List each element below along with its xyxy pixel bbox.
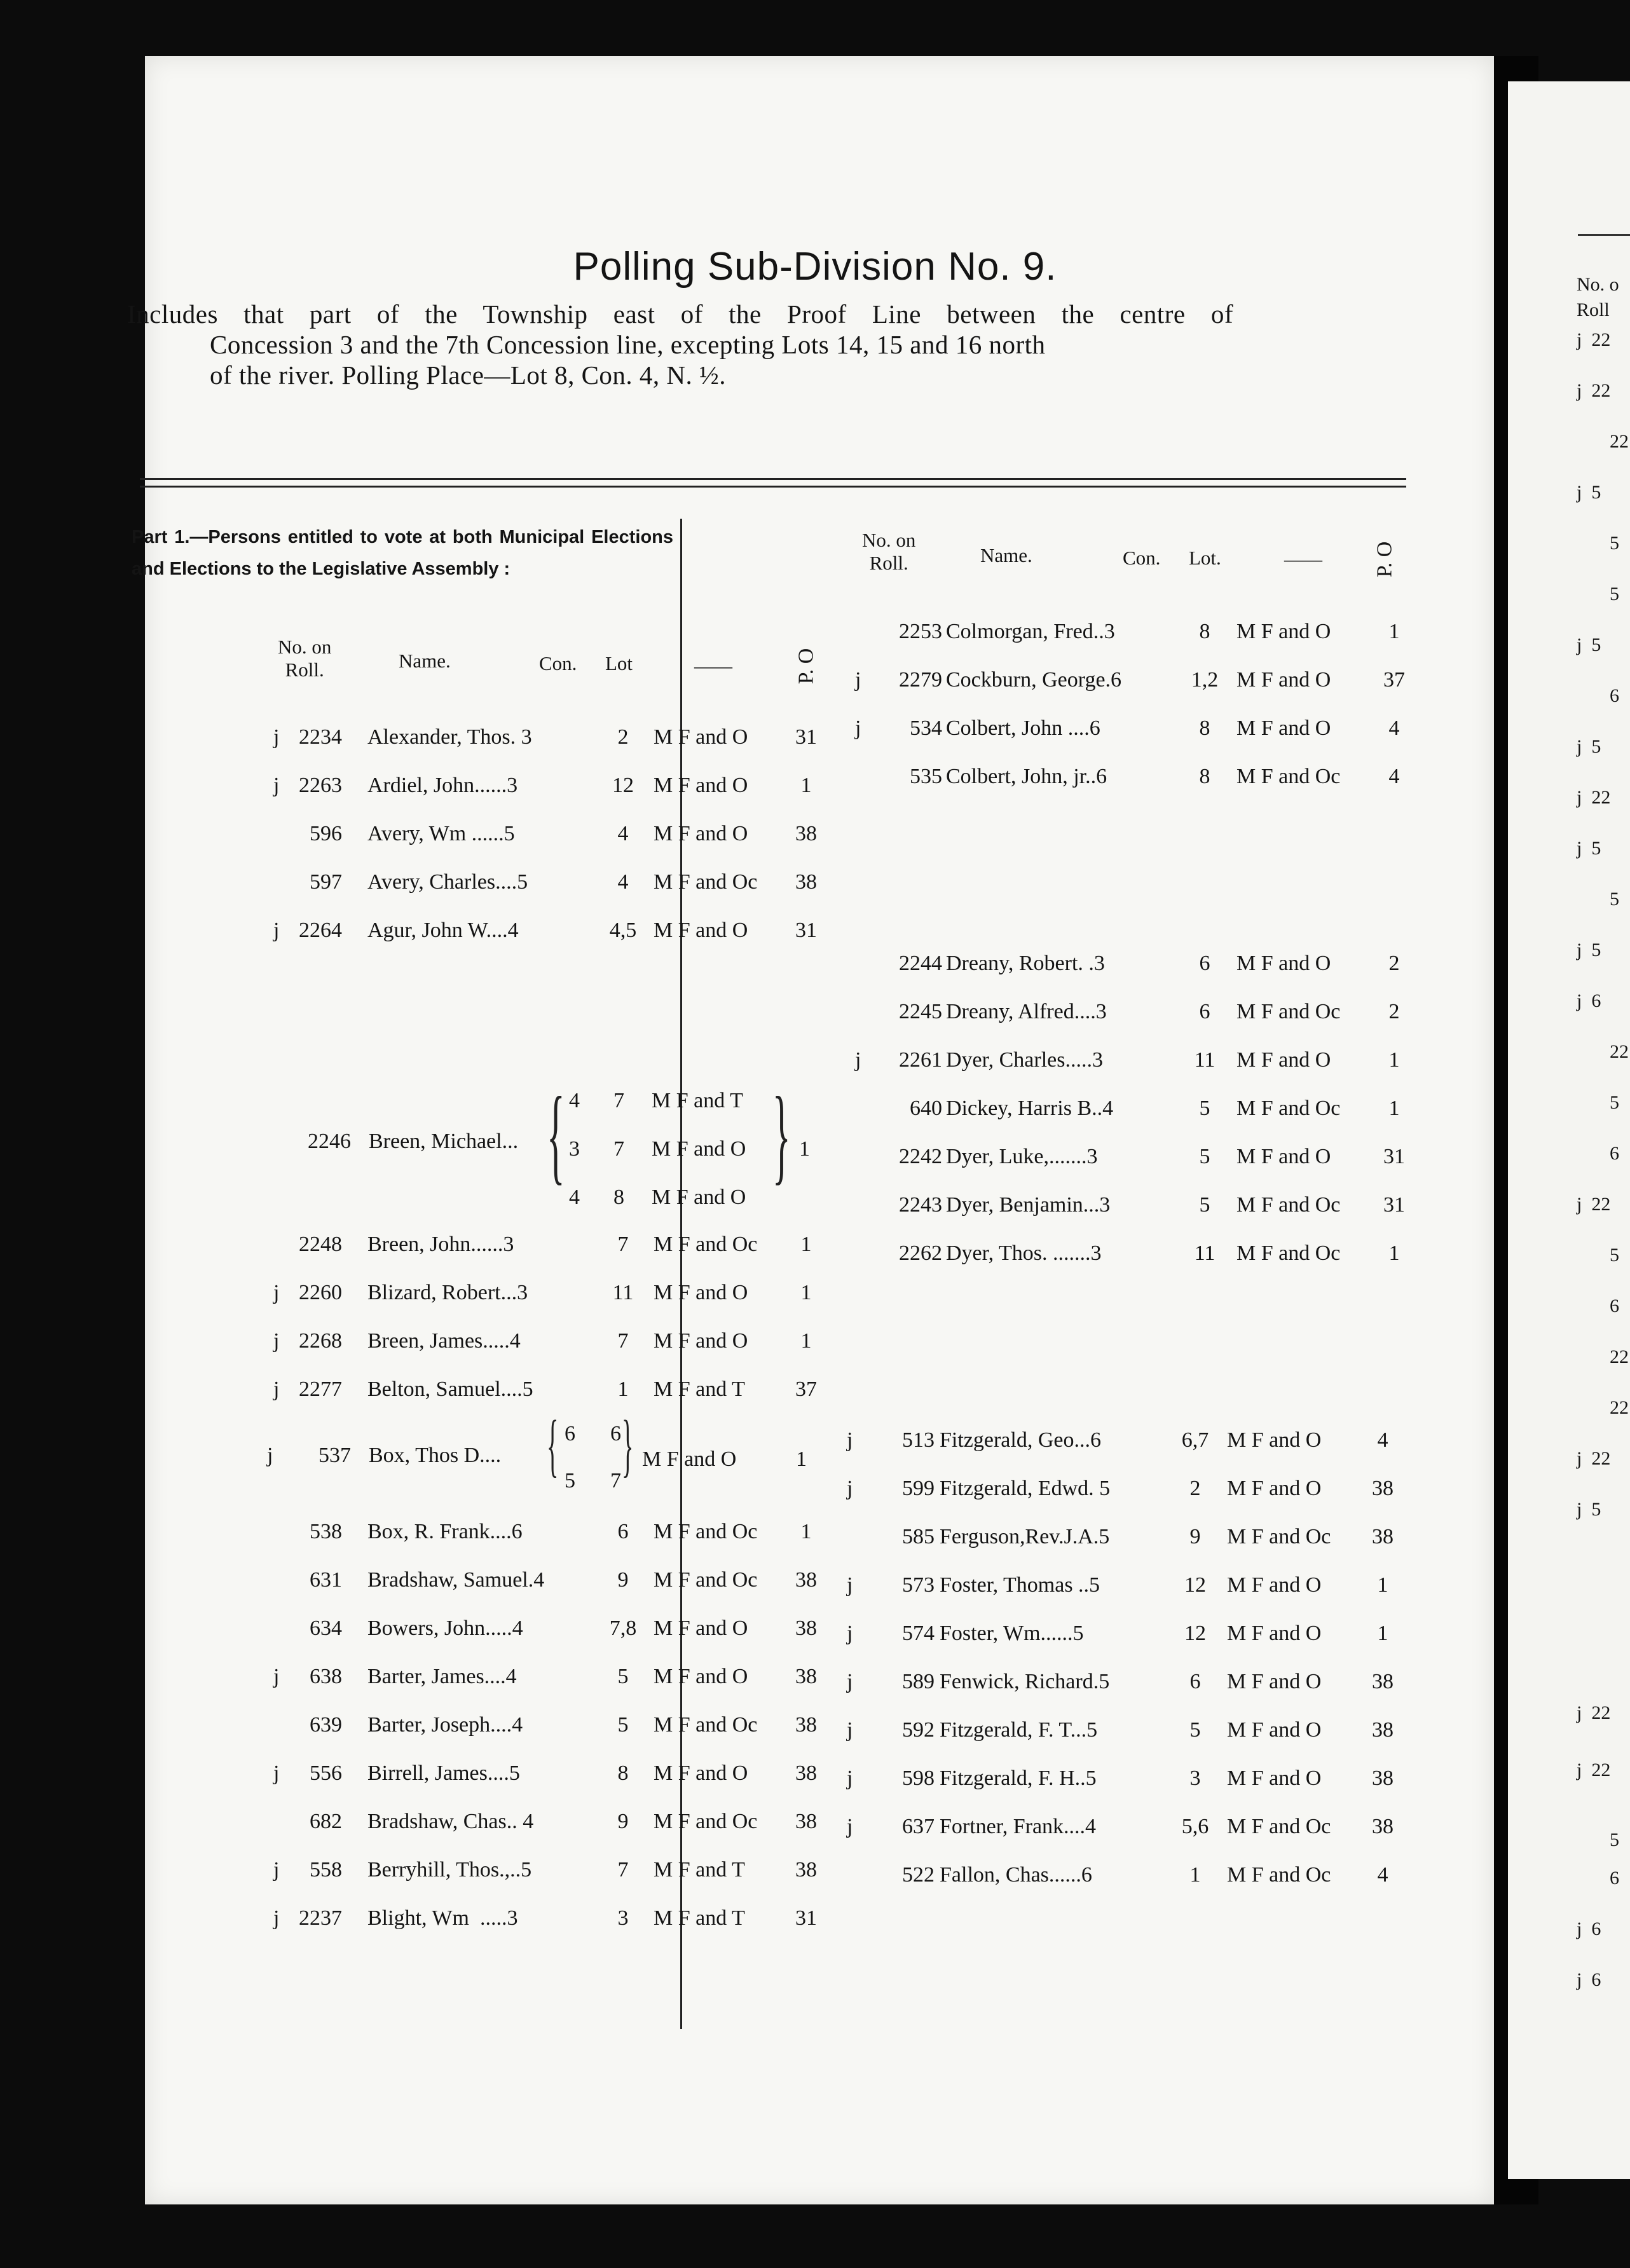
roll-number: 2262	[899, 1241, 942, 1265]
adjacent-page-entry: j 5	[1577, 939, 1601, 960]
voter-name: Colmorgan, Fred..3	[946, 620, 1115, 643]
roll-mark: j	[273, 919, 280, 942]
adjacent-page-entry: j 6	[1577, 1969, 1601, 1990]
lot-value: 11	[1194, 1241, 1216, 1265]
lot-value: 1	[1189, 1863, 1201, 1887]
po-value: 38	[795, 1713, 817, 1737]
status-value: M F and O	[654, 1616, 748, 1640]
breen-michael-con-2: 3	[569, 1137, 580, 1161]
voter-name: Dickey, Harris B..4	[946, 1096, 1114, 1120]
status-value: M F and O	[1236, 1145, 1331, 1168]
voter-name: Bradshaw, Samuel.4	[367, 1568, 545, 1592]
breen-michael-status-2: M F and O	[652, 1137, 746, 1161]
status-value: M F and Oc	[654, 1713, 758, 1737]
roll-number: 589	[902, 1670, 935, 1693]
status-value: M F and O	[1227, 1573, 1322, 1597]
po-value: 37	[795, 1377, 817, 1401]
roll-number: 2248	[299, 1233, 342, 1256]
lot-value: 11	[1194, 1048, 1216, 1072]
status-value: M F and O	[654, 1329, 748, 1353]
po-value: 38	[795, 1810, 817, 1833]
breen-michael-roll: 2246	[308, 1130, 351, 1153]
roll-number: 596	[310, 822, 342, 845]
po-value: 38	[795, 1568, 817, 1592]
box-thos-status: M F and O	[642, 1447, 737, 1471]
breen-michael-right-brace: }	[772, 1075, 791, 1194]
description-line-1: Includes that part of the Township east of the Proof Line between the centre of	[127, 299, 1233, 329]
voter-name: Birrell, James....5	[367, 1761, 520, 1785]
adjacent-page-entry: j 6	[1577, 990, 1601, 1011]
voter-name: Belton, Samuel....5	[367, 1377, 533, 1401]
status-value: M F and T	[654, 1906, 745, 1930]
status-value: M F and O	[1227, 1428, 1322, 1452]
voter-name: Blight, Wm .....3	[367, 1906, 518, 1930]
breen-michael-status-3: M F and O	[652, 1185, 746, 1209]
roll-mark: j	[273, 1329, 280, 1353]
roll-number: 2261	[899, 1048, 942, 1072]
lot-value: 7	[617, 1233, 629, 1256]
status-value: M F and Oc	[654, 1233, 758, 1256]
po-value: 38	[795, 1761, 817, 1785]
left-header-con: Con.	[539, 652, 577, 674]
voter-name: Fitzgerald, Edwd. 5	[940, 1477, 1111, 1500]
po-value: 1	[800, 1520, 812, 1543]
roll-mark: j	[855, 668, 861, 692]
roll-number: 2245	[899, 1000, 942, 1023]
roll-number: 538	[310, 1520, 342, 1543]
lot-value: 9	[617, 1810, 629, 1833]
voter-name: Bowers, John.....4	[367, 1616, 523, 1640]
po-value: 38	[795, 1858, 817, 1882]
roll-number: 2277	[299, 1377, 342, 1401]
roll-number: 2242	[899, 1145, 942, 1168]
lot-value: 4	[617, 822, 629, 845]
adjacent-page-entry: j 5	[1577, 838, 1601, 859]
po-value: 4	[1377, 1428, 1388, 1452]
adjacent-page-fragment	[1508, 81, 1630, 2179]
roll-number: 585	[902, 1525, 935, 1548]
part-1-heading: Part 1.—Persons entitled to vote at both Municipal Elections and Elections to the Legislative Assembly :	[132, 527, 673, 579]
lot-value: 3	[617, 1906, 629, 1930]
status-value: M F and Oc	[1236, 1241, 1341, 1265]
po-value: 38	[795, 1665, 817, 1688]
po-value: 38	[1372, 1766, 1394, 1790]
right-header-name: Name.	[980, 544, 1032, 566]
header-rule-bottom	[140, 486, 1406, 488]
breen-michael-left-brace: {	[547, 1075, 565, 1194]
breen-michael-lot-3: 8	[613, 1185, 624, 1209]
subdivision-description	[127, 299, 1233, 390]
roll-number: 2243	[899, 1193, 942, 1217]
roll-number: 598	[902, 1766, 935, 1790]
voter-name: Colbert, John, jr..6	[946, 765, 1107, 788]
adjacent-page-entry: 6	[1610, 685, 1619, 706]
lot-value: 6,7	[1181, 1428, 1209, 1452]
po-value: 37	[1383, 668, 1405, 692]
roll-number: 2268	[299, 1329, 342, 1353]
status-value: M F and T	[654, 1377, 745, 1401]
status-value: M F and O	[1227, 1670, 1322, 1693]
adjacent-page-entry: 22	[1610, 1397, 1629, 1418]
roll-mark: j	[273, 725, 280, 749]
box-thos-left-brace: {	[547, 1406, 559, 1484]
po-value: 1	[800, 774, 812, 797]
left-header-name: Name.	[399, 650, 451, 672]
breen-michael-lot-1: 7	[613, 1089, 624, 1112]
adjacent-page-entry: j 22	[1577, 329, 1611, 350]
voter-name: Fallon, Chas......6	[940, 1863, 1092, 1887]
lot-value: 5	[1189, 1718, 1201, 1742]
roll-number: 534	[910, 716, 942, 740]
lot-value: 9	[617, 1568, 629, 1592]
po-value: 1	[1388, 1241, 1400, 1265]
status-value: M F and Oc	[654, 870, 758, 894]
po-value: 38	[1372, 1477, 1394, 1500]
lot-value: 5	[617, 1665, 629, 1688]
lot-value: 7,8	[609, 1616, 637, 1640]
lot-value: 1	[617, 1377, 629, 1401]
lot-value: 1,2	[1191, 668, 1219, 692]
lot-value: 9	[1189, 1525, 1201, 1548]
voter-name: Blizard, Robert...3	[367, 1281, 528, 1304]
status-value: M F and O	[1236, 620, 1331, 643]
lot-value: 3	[1189, 1766, 1201, 1790]
status-value: M F and O	[654, 1761, 748, 1785]
lot-value: 5	[1199, 1096, 1210, 1120]
roll-number: 638	[310, 1665, 342, 1688]
description-line-3: of the river. Polling Place—Lot 8, Con. 4, N. ½.	[210, 360, 727, 390]
lot-value: 12	[1184, 1573, 1206, 1597]
voter-name: Box, R. Frank....6	[367, 1520, 523, 1543]
roll-number: 592	[902, 1718, 935, 1742]
status-value: M F and Oc	[1236, 1193, 1341, 1217]
roll-mark: j	[855, 716, 861, 740]
left-header-po: P. O	[794, 648, 818, 685]
roll-mark: j	[273, 1761, 280, 1785]
status-value: M F and O	[654, 774, 748, 797]
status-value: M F and O	[654, 1665, 748, 1688]
voter-name: Fortner, Frank....4	[940, 1815, 1097, 1838]
status-value: M F and Oc	[1227, 1815, 1331, 1838]
lot-value: 5	[617, 1713, 629, 1737]
voter-name: Avery, Wm ......5	[367, 822, 515, 845]
roll-number: 631	[310, 1568, 342, 1592]
roll-number: 634	[310, 1616, 342, 1640]
adjacent-page-entry: j 22	[1577, 1759, 1611, 1780]
voter-name: Fitzgerald, Geo...6	[940, 1428, 1101, 1452]
voter-name: Breen, John......3	[367, 1233, 514, 1256]
po-value: 38	[1372, 1718, 1394, 1742]
roll-mark: j	[273, 1858, 280, 1882]
box-thos-con-1: 6	[565, 1422, 575, 1445]
po-value: 4	[1377, 1863, 1388, 1887]
roll-number: 558	[310, 1858, 342, 1882]
lot-value: 6	[1199, 1000, 1210, 1023]
roll-mark: j	[273, 1906, 280, 1930]
adjacent-page-entry: 5	[1610, 584, 1619, 605]
voter-name: Dyer, Thos. .......3	[946, 1241, 1102, 1265]
roll-number: 556	[310, 1761, 342, 1785]
status-value: M F and T	[654, 1858, 745, 1882]
status-value: M F and O	[1227, 1622, 1322, 1645]
voter-name: Breen, James.....4	[367, 1329, 521, 1353]
lot-value: 7	[617, 1858, 629, 1882]
po-value: 31	[795, 919, 817, 942]
po-value: 1	[1388, 1096, 1400, 1120]
voter-name: Barter, Joseph....4	[367, 1713, 523, 1737]
po-value: 31	[1383, 1193, 1405, 1217]
lot-value: 7	[617, 1329, 629, 1353]
lot-value: 2	[617, 725, 629, 749]
roll-mark: j	[847, 1573, 853, 1597]
voter-name: Avery, Charles....5	[367, 870, 528, 894]
voter-name: Fitzgerald, F. H..5	[940, 1766, 1097, 1790]
lot-value: 4,5	[609, 919, 637, 942]
status-value: M F and O	[1227, 1477, 1322, 1500]
voter-name: Foster, Thomas ..5	[940, 1573, 1100, 1597]
voter-name: Dyer, Luke,.......3	[946, 1145, 1098, 1168]
status-value: M F and O	[1236, 716, 1331, 740]
left-header-lot: Lot	[605, 652, 633, 674]
status-value: M F and Oc	[654, 1568, 758, 1592]
box-thos-lot-1: 6	[610, 1422, 621, 1445]
voter-name: Alexander, Thos. 3	[367, 725, 532, 749]
box-thos-name: Box, Thos D....	[369, 1444, 502, 1467]
po-value: 1	[1388, 1048, 1400, 1072]
breen-michael-status-1: M F and T	[652, 1089, 743, 1112]
right-header-roll: No. on Roll.	[862, 529, 916, 574]
po-value: 2	[1388, 1000, 1400, 1023]
roll-number: 640	[910, 1096, 942, 1120]
status-value: M F and Oc	[1236, 1000, 1341, 1023]
description-line-2: Concession 3 and the 7th Concession line, excepting Lots 14, 15 and 16 north	[210, 330, 1046, 359]
lot-value: 8	[1199, 765, 1210, 788]
adjacent-page-entry: j 5	[1577, 736, 1601, 757]
voter-name: Foster, Wm......5	[940, 1622, 1084, 1645]
po-value: 38	[795, 822, 817, 845]
voter-name: Dyer, Charles.....3	[946, 1048, 1103, 1072]
breen-michael-con-3: 4	[569, 1185, 580, 1209]
adjacent-page-entry: j 22	[1577, 1702, 1611, 1723]
roll-number: 2244	[899, 952, 942, 975]
voter-name: Cockburn, George.6	[946, 668, 1122, 692]
voter-name: Berryhill, Thos.,..5	[367, 1858, 532, 1882]
adjacent-page-entry: 22	[1610, 431, 1629, 452]
voter-name: Dreany, Robert. .3	[946, 952, 1105, 975]
status-value: M F and Oc	[1236, 1096, 1341, 1120]
breen-michael-name: Breen, Michael...	[369, 1130, 519, 1153]
status-value: M F and O	[1236, 952, 1331, 975]
roll-number: 573	[902, 1573, 935, 1597]
lot-value: 5	[1199, 1193, 1210, 1217]
roll-number: 597	[310, 870, 342, 894]
lot-value: 5,6	[1181, 1815, 1209, 1838]
status-value: M F and O	[654, 919, 748, 942]
box-thos-con-2: 5	[565, 1469, 575, 1493]
roll-number: 639	[310, 1713, 342, 1737]
adjacent-page-entry: j 22	[1577, 787, 1611, 808]
po-value: 38	[795, 870, 817, 894]
breen-michael-con-1: 4	[569, 1089, 580, 1112]
lot-value: 4	[617, 870, 629, 894]
right-header-dash: ——	[1284, 548, 1321, 570]
status-value: M F and Oc	[1227, 1863, 1331, 1887]
roll-mark: j	[847, 1815, 853, 1838]
roll-mark: j	[273, 1377, 280, 1401]
lot-value: 6	[1199, 952, 1210, 975]
left-header-dash: ——	[694, 655, 731, 677]
status-value: M F and O	[654, 1281, 748, 1304]
lot-value: 8	[617, 1761, 629, 1785]
po-value: 4	[1388, 765, 1400, 788]
box-thos-lot-2: 7	[610, 1469, 621, 1493]
po-value: 1	[800, 1281, 812, 1304]
status-value: M F and O	[1227, 1766, 1322, 1790]
roll-mark: j	[847, 1428, 853, 1452]
status-value: M F and Oc	[654, 1520, 758, 1543]
roll-number: 574	[902, 1622, 935, 1645]
roll-number: 682	[310, 1810, 342, 1833]
po-value: 1	[800, 1329, 812, 1353]
left-header-roll: No. on Roll.	[278, 636, 332, 681]
adjacent-page-entry: 6	[1610, 1295, 1619, 1316]
lot-value: 12	[612, 774, 634, 797]
page-title: Polling Sub-Division No. 9.	[573, 245, 1057, 289]
box-thos-mark: j	[267, 1444, 273, 1467]
voter-name: Colbert, John ....6	[946, 716, 1100, 740]
roll-mark: j	[273, 1665, 280, 1688]
roll-number: 2263	[299, 774, 342, 797]
status-value: M F and Oc	[1227, 1525, 1331, 1548]
po-value: 1	[1388, 620, 1400, 643]
adjacent-page-entry: 5	[1610, 1092, 1619, 1113]
right-header-con: Con.	[1123, 547, 1161, 569]
status-value: M F and O	[654, 725, 748, 749]
po-value: 1	[1377, 1622, 1388, 1645]
adjacent-page-entry: j 5	[1577, 634, 1601, 655]
roll-mark: j	[855, 1048, 861, 1072]
status-value: M F and O	[1236, 1048, 1331, 1072]
adjacent-page-entry: 5	[1610, 1829, 1619, 1850]
roll-number: 535	[910, 765, 942, 788]
roll-mark: j	[273, 1281, 280, 1304]
adjacent-page-entry: j 5	[1577, 1499, 1601, 1520]
roll-number: 2234	[299, 725, 342, 749]
adjacent-page-entry: j 22	[1577, 380, 1611, 401]
right-header-po: P. O	[1373, 541, 1397, 578]
roll-number: 2237	[299, 1906, 342, 1930]
voter-name: Agur, John W....4	[367, 919, 519, 942]
box-thos-po: 1	[796, 1447, 807, 1471]
roll-mark: j	[847, 1718, 853, 1742]
header-rule-top	[140, 478, 1406, 480]
lot-value: 2	[1189, 1477, 1201, 1500]
po-value: 1	[800, 1233, 812, 1256]
po-value: 31	[1383, 1145, 1405, 1168]
roll-number: 599	[902, 1477, 935, 1500]
po-value: 31	[795, 725, 817, 749]
adjacent-page-entry: 6	[1610, 1143, 1619, 1164]
voter-name: Dyer, Benjamin...3	[946, 1193, 1111, 1217]
roll-number: 2253	[899, 620, 942, 643]
adjacent-page-rule	[1578, 234, 1630, 236]
voter-name: Fitzgerald, F. T...5	[940, 1718, 1098, 1742]
adjacent-page-entry: j 6	[1577, 1918, 1601, 1939]
roll-number: 513	[902, 1428, 935, 1452]
box-thos-right-brace: }	[622, 1406, 634, 1484]
po-value: 38	[1372, 1670, 1394, 1693]
roll-mark: j	[847, 1766, 853, 1790]
voter-name: Ardiel, John......3	[367, 774, 518, 797]
voter-name: Ferguson,Rev.J.A.5	[940, 1525, 1110, 1548]
po-value: 2	[1388, 952, 1400, 975]
status-value: M F and O	[1227, 1718, 1322, 1742]
adjacent-page-header: No. o Roll	[1577, 274, 1619, 320]
box-thos-roll: 537	[318, 1444, 351, 1467]
po-value: 38	[1372, 1525, 1394, 1548]
roll-mark: j	[847, 1622, 853, 1645]
voter-name: Bradshaw, Chas.. 4	[367, 1810, 534, 1833]
lot-value: 12	[1184, 1622, 1206, 1645]
breen-michael-lot-2: 7	[613, 1137, 624, 1161]
status-value: M F and Oc	[654, 1810, 758, 1833]
lot-value: 6	[1189, 1670, 1201, 1693]
lot-value: 11	[612, 1281, 634, 1304]
po-value: 1	[1377, 1573, 1388, 1597]
po-value: 38	[795, 1616, 817, 1640]
adjacent-page-entry: 22	[1610, 1346, 1629, 1367]
adjacent-page-entry: 5	[1610, 1245, 1619, 1266]
adjacent-page-entry: j 5	[1577, 482, 1601, 503]
voter-name: Dreany, Alfred....3	[946, 1000, 1107, 1023]
roll-number: 2260	[299, 1281, 342, 1304]
status-value: M F and O	[1236, 668, 1331, 692]
voter-name: Barter, James....4	[367, 1665, 517, 1688]
adjacent-page-entry: 22	[1610, 1041, 1629, 1062]
lot-value: 5	[1199, 1145, 1210, 1168]
roll-mark: j	[847, 1477, 853, 1500]
roll-number: 2264	[299, 919, 342, 942]
adjacent-page-entry: 5	[1610, 533, 1619, 554]
right-header-lot: Lot.	[1189, 547, 1221, 569]
roll-number: 2279	[899, 668, 942, 692]
roll-mark: j	[847, 1670, 853, 1693]
adjacent-page-entry: j 22	[1577, 1448, 1611, 1469]
adjacent-page-entry: 5	[1610, 889, 1619, 910]
adjacent-page-entry: j 22	[1577, 1194, 1611, 1215]
lot-value: 8	[1199, 716, 1210, 740]
lot-value: 6	[617, 1520, 629, 1543]
po-value: 4	[1388, 716, 1400, 740]
status-value: M F and O	[654, 822, 748, 845]
po-value: 31	[795, 1906, 817, 1930]
lot-value: 8	[1199, 620, 1210, 643]
roll-number: 522	[902, 1863, 935, 1887]
po-value: 38	[1372, 1815, 1394, 1838]
voter-name: Fenwick, Richard.5	[940, 1670, 1110, 1693]
adjacent-page-entry: 6	[1610, 1868, 1619, 1889]
breen-michael-po: 1	[799, 1137, 810, 1161]
roll-mark: j	[273, 774, 280, 797]
status-value: M F and Oc	[1236, 765, 1341, 788]
roll-number: 637	[902, 1815, 935, 1838]
